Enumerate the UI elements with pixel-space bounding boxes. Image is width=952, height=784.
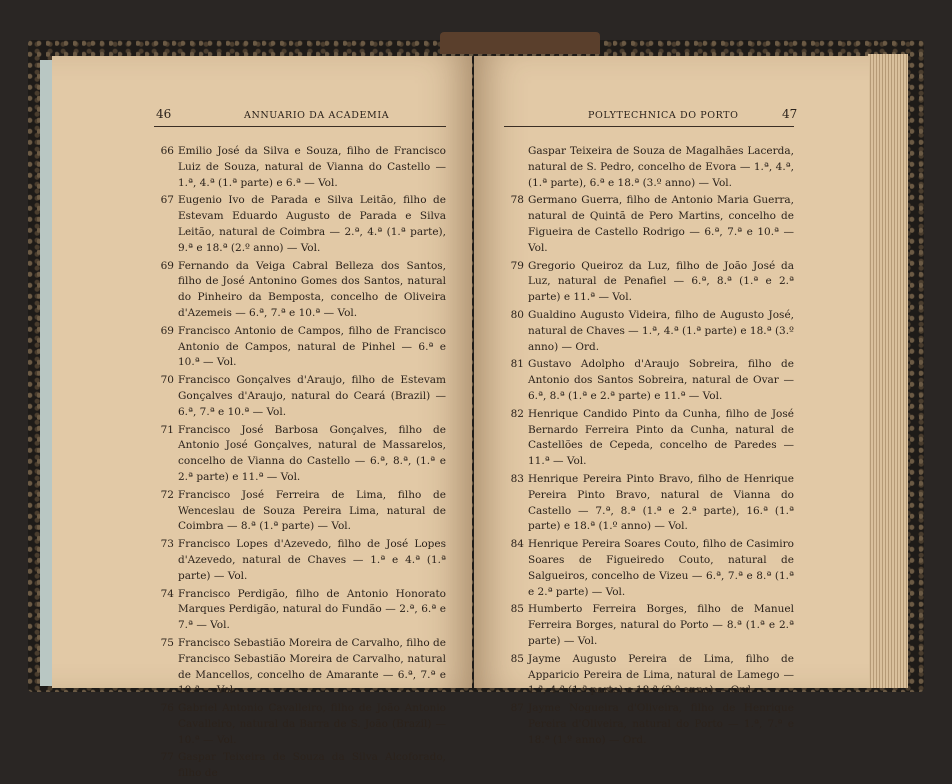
left-page bbox=[52, 56, 472, 780]
entry-number: 83 bbox=[510, 472, 524, 485]
list-item bbox=[162, 587, 446, 634]
list-item bbox=[512, 537, 794, 600]
header-rule bbox=[504, 126, 794, 127]
entry-list bbox=[512, 144, 794, 750]
entry-number: 80 bbox=[510, 308, 524, 321]
list-item bbox=[162, 537, 446, 584]
entry-number: 87 bbox=[510, 702, 524, 715]
entry-text: Francisco Antonio de Campos, filho de Francisco Antonio de Campos, natural de Pinhel — 6.ª e 10.ª — Vol. bbox=[178, 324, 446, 369]
entry-number: 73 bbox=[160, 538, 174, 551]
list-item bbox=[512, 259, 794, 306]
entry-text: Francisco Sebastião Moreira de Carvalho, filho de Francisco Sebastião Moreira de Carvalho, natural de Mancellos, concelho de Amarante — 6.ª, 7.ª e 10.ª — Vol. bbox=[178, 636, 446, 697]
entry-number: 78 bbox=[510, 194, 524, 207]
list-item bbox=[162, 701, 446, 748]
entry-text: Francisco José Barbosa Gonçalves, filho de Antonio José Gonçalves, natural de Massarelos, concelho de Vianna do Castello — 6.ª, 8.ª, (1.ª e 2.ª parte) e 11.ª — Vol. bbox=[178, 423, 446, 483]
entry-number: 75 bbox=[160, 636, 174, 649]
entry-text: Henrique Pereira Pinto Bravo, filho de Henrique Pereira Pinto Bravo, natural de Vianna do Castello — 7.ª, 8.ª (1.ª e 2.ª parte), 16.ª (1.ª parte) e 18.ª (1.º anno) — Vol. bbox=[528, 472, 794, 533]
entry-text: Francisco Lopes d'Azevedo, filho de José Lopes d'Azevedo, natural de Chaves — 1.ª e 4.ª (1.ª parte) — Vol. bbox=[178, 538, 446, 582]
entry-number: 70 bbox=[160, 374, 174, 387]
entry-text: Gualdino Augusto Videira, filho de Augusto José, natural de Chaves — 1.ª, 4.ª (1.ª parte) e 18.ª (3.º anno) — Ord. bbox=[528, 308, 794, 353]
entry-list bbox=[162, 144, 446, 784]
entry-number: 76 bbox=[160, 702, 174, 715]
entry-text: Fernando da Veiga Cabral Belleza dos Santos, filho de José Antonino Gomes dos Santos, natural do Pinheiro da Bemposta, concelho de Oliveira d'Azemeis — 6.ª, 7.ª e 10.ª — Vol. bbox=[178, 259, 446, 319]
list-item bbox=[512, 308, 794, 355]
entry-number: 82 bbox=[510, 407, 524, 420]
entry-text: Jayme Augusto Pereira de Lima, filho de Apparicio Pereira de Lima, natural de Lamego — 1.ª, 4.ª (1.ª parte) e 18.ª (3.º anno) — Ord. bbox=[528, 652, 794, 697]
entry-number: 71 bbox=[160, 423, 174, 436]
list-item bbox=[512, 472, 794, 535]
entry-number: 69 bbox=[160, 324, 174, 337]
list-item bbox=[162, 144, 446, 191]
entry-number: 85 bbox=[510, 652, 524, 665]
book-spine bbox=[440, 32, 600, 54]
continued-entry: Gaspar Teixeira de Souza de Magalhães Lacerda, natural de S. Pedro, concelho de Evora — 1.ª, 4.ª, (1.ª parte), 6.ª e 18.ª (3.º anno) — Vol. bbox=[528, 145, 794, 189]
list-item bbox=[512, 602, 794, 649]
list-item bbox=[512, 701, 794, 748]
entry-text: Francisco José Ferreira de Lima, filho de Wenceslau de Souza Pereira Lima, natural de Coimbra — 8.ª (1.ª parte) — Vol. bbox=[178, 488, 446, 533]
entry-number: 79 bbox=[510, 259, 524, 272]
list-item bbox=[162, 324, 446, 371]
list-item bbox=[512, 652, 794, 699]
entry-text: Henrique Candido Pinto da Cunha, filho de José Bernardo Ferreira Pinto da Cunha, natural de Castellões de Cepeda, concelho de Paredes — 11.ª — Vol. bbox=[528, 407, 794, 468]
list-item bbox=[162, 259, 446, 322]
entry-text: Germano Guerra, filho de Antonio Maria Guerra, natural de Quintã de Pero Martins, concelho de Figueira de Castello Rodrigo — 6.ª, 7.ª e 10.ª — Vol. bbox=[528, 194, 794, 254]
entry-text: Francisco Gonçalves d'Araujo, filho de Estevam Gonçalves d'Araujo, natural do Ceará (Brazil) — 6.ª, 7.ª e 10.ª — Vol. bbox=[178, 374, 446, 418]
entry-number: 67 bbox=[160, 194, 174, 207]
entry-number: 66 bbox=[160, 145, 174, 157]
entry-number: 74 bbox=[160, 587, 174, 600]
entry-text: Henrique Pereira Soares Couto, filho de Casimiro Soares de Figueiredo Couto, natural de Salgueiros, concelho de Vizeu — 6.ª, 7.ª e 8.ª (1.ª e 2.ª parte) — Vol. bbox=[528, 538, 794, 598]
right-page bbox=[474, 56, 869, 746]
entry-text: Jayme Nogueira d'Oliveira, filho de Henrique Pereira d'Oliveira, natural do Porto — 1.ª, 7.ª e 18.ª (1.º anno) — Ord. bbox=[528, 702, 794, 746]
entry-text: Humberto Ferreira Borges, filho de Manuel Ferreira Borges, natural do Porto — 8.ª (1.ª e 2.ª parte) — Vol. bbox=[528, 603, 794, 647]
entry-text: Emilio José da Silva e Souza, filho de Francisco Luiz de Souza, natural de Vianna do Castello — 1.ª, 4.ª (1.ª parte) e 6.ª — Vol. bbox=[178, 145, 446, 189]
entry-text: Gustavo Adolpho d'Araujo Sobreira, filho de Antonio dos Santos Sobreira, natural de Ovar — 6.ª, 8.ª (1.ª e 2.ª parte) e 11.ª — Vol. bbox=[528, 358, 794, 402]
list-item bbox=[162, 488, 446, 535]
entry-number: 85 bbox=[510, 603, 524, 616]
page-edges-right bbox=[868, 54, 908, 688]
entry-text: Francisco Perdigão, filho de Antonio Honorato Marques Perdigão, natural do Fundão — 2.ª, 6.ª e 7.ª — Vol. bbox=[178, 587, 446, 632]
list-item bbox=[162, 636, 446, 699]
running-head: POLYTECHNICA DO PORTO bbox=[588, 110, 739, 121]
header-rule bbox=[154, 126, 446, 127]
entry-number: 84 bbox=[510, 538, 524, 551]
list-item bbox=[162, 423, 446, 486]
entry-text: Gaspar Teixeira de Souza da Silva Alcoforado, filho de bbox=[178, 751, 446, 780]
entry-number: 77 bbox=[160, 751, 174, 764]
running-head: ANNUARIO DA ACADEMIA bbox=[244, 110, 390, 121]
entry-text: Gregorio Queiroz da Luz, filho de João José da Luz, natural de Penafiel — 6.ª, 8.ª (1.ª e 2.ª parte) e 11.ª — Vol. bbox=[528, 259, 794, 304]
list-item bbox=[162, 193, 446, 256]
entry-text: Gabriel Antonio Cavalleiro, filho de João Antonio Cavalleiro, natural da Barra de S. João (Brazil) — 10.ª — Vol. bbox=[178, 702, 446, 746]
page-number: 46 bbox=[156, 107, 172, 121]
list-item bbox=[512, 407, 794, 470]
page-number: 47 bbox=[782, 107, 798, 121]
entry-number: 72 bbox=[160, 488, 174, 501]
list-item bbox=[512, 193, 794, 256]
entry-number: 81 bbox=[510, 358, 524, 371]
entry-number: 69 bbox=[160, 259, 174, 272]
list-item bbox=[162, 373, 446, 420]
entry-text: Eugenio Ivo de Parada e Silva Leitão, filho de Estevam Eduardo Augusto de Parada e Silva Leitão, natural de Coimbra — 2.ª, 4.ª (1.ª parte), 9.ª e 18.ª (2.º anno) — Vol. bbox=[178, 194, 446, 254]
list-item bbox=[512, 357, 794, 404]
list-item bbox=[162, 750, 446, 782]
